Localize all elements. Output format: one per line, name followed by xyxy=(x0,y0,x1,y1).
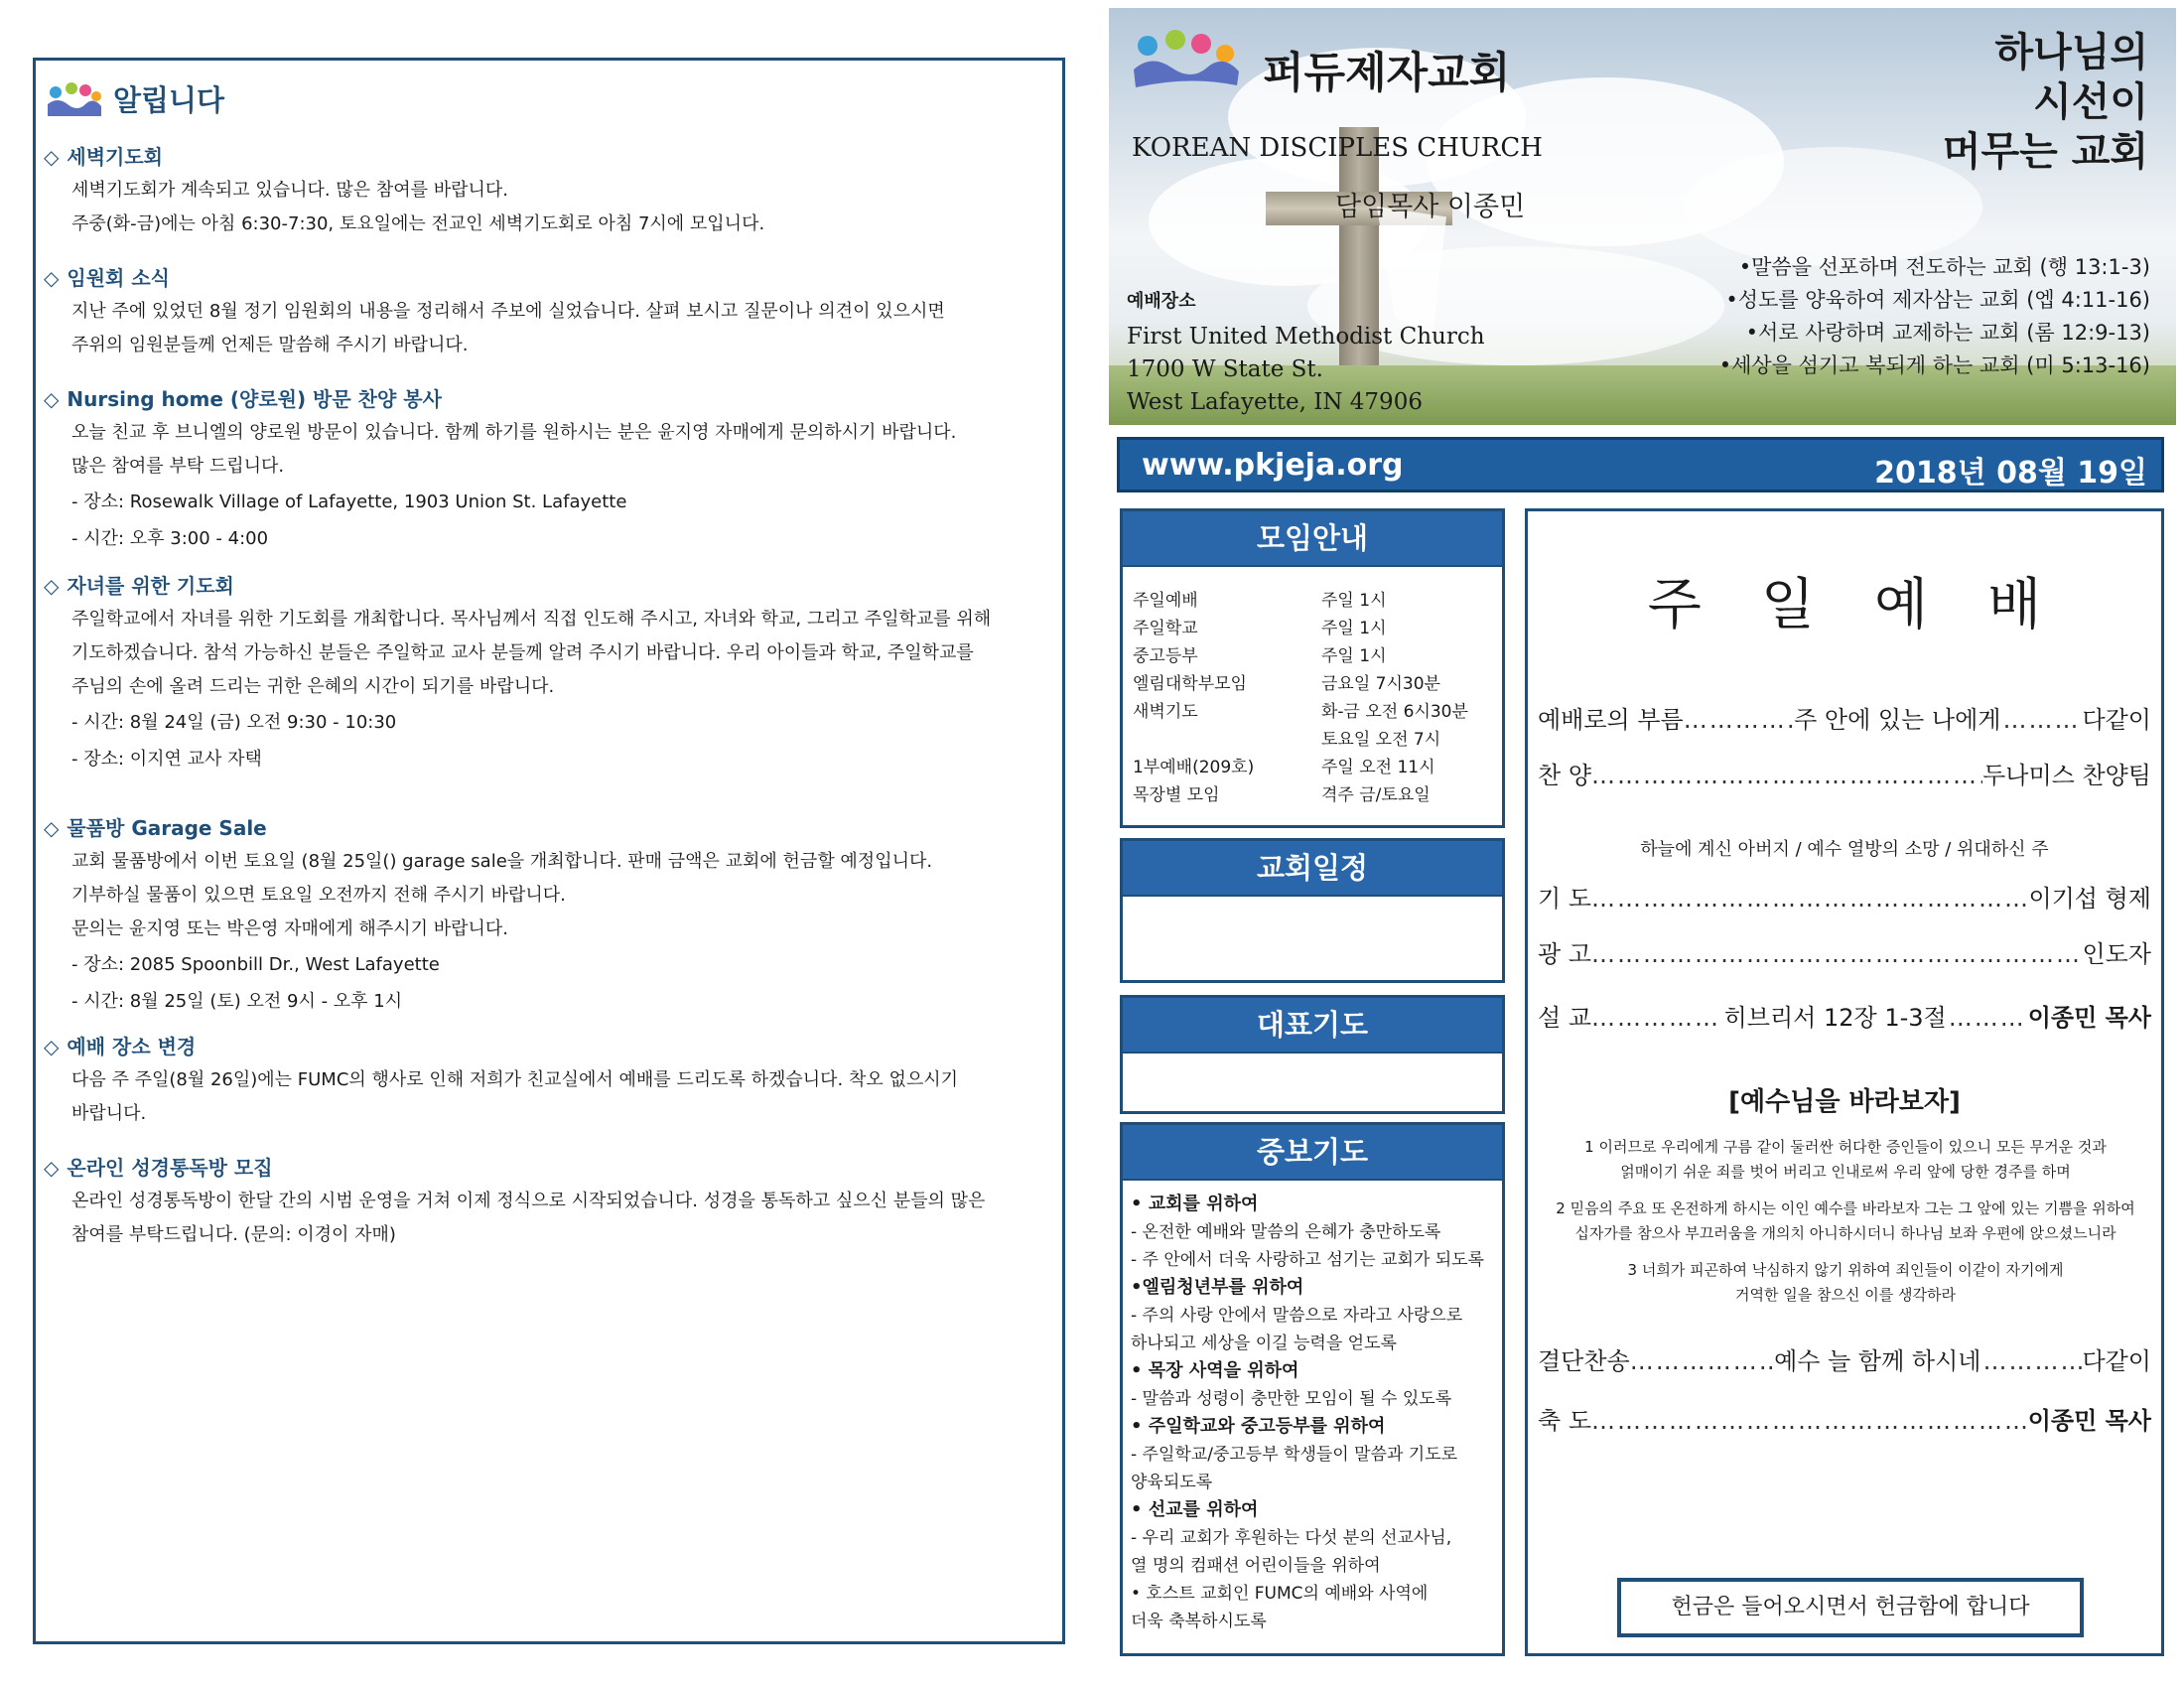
announcement-line: 오늘 친교 후 브니엘의 양로원 방문이 있습니다. 함께 하기를 원하시는 분은 윤지영 자매에게 문의하시기 바랍니다. xyxy=(71,422,957,443)
order-item: 축 도 xyxy=(1538,1407,1591,1435)
prayer-topic: • 주일학교와 중고등부를 위하여 xyxy=(1131,1416,1386,1437)
announcement-line: - 시간: 8월 24일 (금) 오전 9:30 - 10:30 xyxy=(71,712,397,733)
venue-line: First United Methodist Church xyxy=(1127,324,1485,350)
leader-dots xyxy=(1684,706,1792,734)
announcements-header xyxy=(46,78,224,119)
announcement-heading xyxy=(44,569,1056,603)
announcement-section xyxy=(44,382,1056,557)
announcement-heading-text: Nursing home (양로원) 방문 찬양 봉사 xyxy=(67,387,442,411)
diamond-icon: ◇ xyxy=(44,387,60,411)
order-leader: 이기섭 형제 xyxy=(2028,885,2151,913)
order-detail: 히브리서 12장 1-3절 xyxy=(1723,1004,1947,1032)
scripture-title: [예수님을 바라보자] xyxy=(1728,1087,1961,1117)
motto-line: 시선이 xyxy=(2033,79,2148,125)
announcements-title: 알립니다 xyxy=(113,83,225,117)
intercession-title: 중보기도 xyxy=(1123,1125,1502,1181)
leader-dots xyxy=(1591,762,1982,789)
meeting-time: 주일 1시 xyxy=(1321,646,1387,666)
prayer-topic: • 교회를 위하여 xyxy=(1131,1194,1259,1214)
announcement-line: - 시간: 8월 25일 (토) 오전 9시 - 오후 1시 xyxy=(71,991,403,1012)
diamond-icon: ◇ xyxy=(44,1035,60,1058)
announcement-line: 세벽기도회가 계속되고 있습니다. 많은 참여를 바랍니다. xyxy=(71,180,508,201)
diamond-icon: ◇ xyxy=(44,145,60,169)
church-motto xyxy=(1850,28,2148,177)
diamond-icon: ◇ xyxy=(44,1156,60,1180)
worship-title: 주일예배 xyxy=(1647,573,2102,637)
prayer-item: 더욱 축복하시도록 xyxy=(1131,1612,1267,1631)
announcement-line: - 장소: 이지연 교사 자택 xyxy=(71,749,262,770)
meeting-name: 1부예배(209호) xyxy=(1133,758,1255,777)
vision-line: •말씀을 선포하며 전도하는 교회 (행 13:1-3) xyxy=(1738,255,2150,279)
leader-dots xyxy=(1591,885,2028,913)
prayer-topic: • 목장 사역을 위하여 xyxy=(1131,1360,1299,1381)
leader-dots xyxy=(1591,1004,1722,1032)
meeting-time: 격주 금/토요일 xyxy=(1321,785,1431,805)
announcement-heading-text: 물품방 Garage Sale xyxy=(67,816,267,840)
meeting-name: 주일예배 xyxy=(1133,591,1198,611)
announcement-line: 기부하실 물품이 있으면 토요일 오전까지 전해 주시기 바랍니다. xyxy=(71,885,566,906)
meeting-time: 화-금 오전 6시30분 xyxy=(1321,702,1468,722)
announcement-heading xyxy=(44,811,1056,845)
worship-order-row xyxy=(1538,934,2151,969)
scripture-verse xyxy=(1538,1196,2153,1246)
announcement-heading-text: 임원회 소식 xyxy=(67,266,170,290)
meeting-time: 토요일 오전 7시 xyxy=(1321,730,1441,750)
prayer-item: • 호스트 교회인 FUMC의 예배와 사역에 xyxy=(1131,1584,1429,1604)
announcement-line: 온라인 성경통독방이 한달 간의 시범 운영을 거쳐 이제 정식으로 시작되었습니다. 성경을 통독하고 싶으신 분들의 많은 xyxy=(71,1191,986,1211)
meeting-row xyxy=(1133,781,1468,809)
meeting-time: 주일 1시 xyxy=(1321,591,1387,611)
announcement-line: 바랍니다. xyxy=(71,1103,147,1124)
meeting-row xyxy=(1133,642,1468,670)
announcement-heading xyxy=(44,140,1056,174)
verse-line: 2 믿음의 주요 또 온전하게 하시는 이인 예수를 바라보자 그는 그 앞에 있는 기쁨을 위하여 xyxy=(1556,1199,2135,1217)
announcement-heading-text: 자녀를 위한 기도회 xyxy=(67,574,234,598)
scripture-verse xyxy=(1538,1135,2153,1185)
announcement-section xyxy=(44,569,1056,777)
order-item: 찬 양 xyxy=(1538,762,1591,789)
order-item: 광 고 xyxy=(1538,940,1591,968)
motto-line: 하나님의 xyxy=(1994,30,2148,75)
order-item: 설 교 xyxy=(1538,1004,1591,1032)
worship-order-row xyxy=(1538,998,2151,1033)
announcement-line: 주일학교에서 자녀를 위한 기도회를 개최합니다. 목사님께서 직접 인도해 주시고, 자녀와 학교, 그리고 주일학교를 위해 xyxy=(71,609,992,630)
bulletin-date: 2018년 08월 19일 xyxy=(1874,456,2147,491)
order-leader: 두나미스 찬양팀 xyxy=(1982,762,2151,789)
announcement-heading-text: 온라인 성경통독방 모집 xyxy=(67,1156,273,1180)
announcement-line: 문의는 윤지영 또는 박은영 자매에게 해주시기 바랍니다. xyxy=(71,918,508,939)
worship-order-row xyxy=(1538,879,2151,914)
order-leader: 이종민 목사 xyxy=(2027,1407,2151,1435)
venue-label: 예배장소 xyxy=(1127,291,1196,312)
prayer-item: - 말씀과 성령이 충만한 모임이 될 수 있도록 xyxy=(1131,1389,1452,1409)
meeting-name xyxy=(1133,726,1321,754)
announcement-section xyxy=(44,811,1056,1020)
venue-line: West Lafayette, IN 47906 xyxy=(1127,389,1423,415)
prayer-item: - 주의 사랑 안에서 말씀으로 자라고 사랑으로 xyxy=(1131,1306,1463,1326)
leader-dots xyxy=(1591,1407,2028,1435)
meeting-time: 금요일 7시30분 xyxy=(1321,674,1440,694)
worship-order-row xyxy=(1538,1341,2151,1376)
meetings-title: 모임안내 xyxy=(1123,511,1502,567)
prayer-item: - 주 안에서 더욱 사랑하고 섬기는 교회가 되도록 xyxy=(1131,1250,1484,1270)
intercession-box xyxy=(1120,1122,1505,1656)
meeting-time: 주일 오전 11시 xyxy=(1321,758,1435,777)
prayer-item: 열 명의 컴패션 어린이들을 위하여 xyxy=(1131,1556,1381,1576)
church-logo-icon xyxy=(46,82,103,116)
prayer-item: - 온전한 예배와 말씀의 은혜가 충만하도록 xyxy=(1131,1222,1441,1242)
meeting-name: 중고등부 xyxy=(1133,646,1198,666)
schedule-title: 교회일정 xyxy=(1123,841,1502,897)
venue-line: 1700 W State St. xyxy=(1127,356,1323,382)
worship-order-row xyxy=(1538,756,2151,790)
church-logo-icon xyxy=(1130,30,1241,89)
verse-line: 3 너희가 피곤하여 낙심하지 않기 위하여 죄인들이 이같이 자기에게 xyxy=(1627,1261,2064,1279)
rep-prayer-title: 대표기도 xyxy=(1123,998,1502,1054)
order-item: 예배로의 부름 xyxy=(1538,706,1684,734)
diamond-icon: ◇ xyxy=(44,816,60,840)
prayer-topic: •엘림청년부를 위하여 xyxy=(1131,1277,1304,1298)
announcement-section xyxy=(44,1030,1056,1131)
senior-pastor: 담임목사 이종민 xyxy=(1335,192,1526,222)
meeting-time: 주일 1시 xyxy=(1321,619,1387,638)
meeting-row xyxy=(1133,726,1468,754)
church-name-english: KOREAN DISCIPLES CHURCH xyxy=(1132,133,1543,163)
prayer-topic: • 선교를 위하여 xyxy=(1131,1499,1259,1520)
announcement-line: - 시간: 오후 3:00 - 4:00 xyxy=(71,528,269,549)
announcement-heading xyxy=(44,1151,1056,1185)
leader-dots xyxy=(1949,1004,2028,1032)
worship-order-row xyxy=(1538,1401,2151,1436)
prayer-item: - 주일학교/중고등부 학생들이 말씀과 기도로 xyxy=(1131,1445,1458,1465)
order-leader: 인도자 xyxy=(2082,940,2151,968)
motto-line: 머무는 교회 xyxy=(1942,129,2148,175)
meeting-row xyxy=(1133,670,1468,698)
announcement-heading-text: 예배 장소 변경 xyxy=(67,1035,197,1058)
order-item: 기 도 xyxy=(1538,885,1591,913)
announcement-line: 참여를 부탁드립니다. (문의: 이경이 자매) xyxy=(71,1224,396,1245)
vision-line: •서로 사랑하며 교제하는 교회 (롬 12:9-13) xyxy=(1745,321,2150,345)
meeting-row xyxy=(1133,754,1468,781)
announcement-line: 주위의 임원분들께 언제든 말씀해 주시기 바랍니다. xyxy=(71,335,469,355)
vision-line: •세상을 섬기고 복되게 하는 교회 (미 5:13-16) xyxy=(1718,353,2150,377)
verse-line: 거역한 일을 참으신 이를 생각하라 xyxy=(1735,1286,1956,1304)
order-leader: 다같이 xyxy=(2082,1347,2151,1375)
diamond-icon: ◇ xyxy=(44,574,60,598)
prayer-item: - 우리 교회가 후원하는 다섯 분의 선교사님, xyxy=(1131,1528,1452,1548)
verse-line: 얽매이기 쉬운 죄를 벗어 버리고 인내로써 우리 앞에 당한 경주를 하며 xyxy=(1620,1163,2071,1181)
worship-order-row xyxy=(1538,700,2151,735)
announcement-line: 기도하겠습니다. 참석 가능하신 분들은 주일학교 교사 분들께 알려 주시기 바랍니다. 우리 아이들과 학교, 주일학교를 xyxy=(71,642,974,663)
worship-order-box xyxy=(1525,508,2164,1656)
announcement-line: 다음 주 주일(8월 26일)에는 FUMC의 행사로 인해 저희가 친교실에서 예배를 드리도록 하겠습니다. 착오 없으시기 xyxy=(71,1069,959,1090)
leader-dots xyxy=(1591,940,2082,968)
offering-notice: 헌금은 들어오시면서 헌금함에 합니다 xyxy=(1617,1578,2084,1637)
website-link[interactable]: www.pkjeja.org xyxy=(1142,448,1404,483)
announcement-line: 교회 물품방에서 이번 토요일 (8월 25일() garage sale을 개최합니다. 판매 금액은 교회에 헌금할 예정입니다. xyxy=(71,851,933,872)
announcement-heading xyxy=(44,261,1056,295)
order-item: 결단찬송 xyxy=(1538,1347,1630,1375)
meeting-name: 주일학교 xyxy=(1133,619,1198,638)
announcement-heading-text: 세벽기도회 xyxy=(67,145,163,169)
meeting-name: 새벽기도 xyxy=(1133,702,1198,722)
leader-dots xyxy=(1982,1347,2082,1375)
announcement-line: 주중(화-금)에는 아침 6:30-7:30, 토요일에는 전교인 세벽기도회로 아침 7시에 모입니다. xyxy=(71,213,765,234)
announcement-section xyxy=(44,140,1056,241)
url-date-bar xyxy=(1117,437,2164,492)
meetings-box xyxy=(1120,508,1505,828)
meeting-row xyxy=(1133,698,1468,726)
order-detail: 예수 늘 함께 하시네 xyxy=(1774,1347,1981,1375)
schedule-box xyxy=(1120,838,1505,983)
announcement-line: 지난 주에 있었던 8월 정기 임원회의 내용을 정리해서 주보에 실었습니다. 살펴 보시고 질문이나 의견이 있으시면 xyxy=(71,301,945,322)
order-detail: 주 안에 있는 나에게 xyxy=(1794,706,2001,734)
leader-dots xyxy=(2002,706,2082,734)
vision-line: •성도를 양육하여 제자삼는 교회 (엡 4:11-16) xyxy=(1725,288,2150,312)
order-leader: 이종민 목사 xyxy=(2027,1004,2151,1032)
announcement-heading xyxy=(44,382,1056,416)
prayer-item: 하나되고 세상을 이길 능력을 얻도록 xyxy=(1131,1334,1397,1353)
church-name: 퍼듀제자교회 xyxy=(1263,49,1511,98)
announcement-line: - 장소: 2085 Spoonbill Dr., West Lafayette xyxy=(71,954,440,975)
rep-prayer-box xyxy=(1120,995,1505,1114)
meeting-name: 엘림대학부모임 xyxy=(1133,674,1247,694)
verse-line: 1 이러므로 우리에게 구름 같이 둘러싼 허다한 증인들이 있으니 모든 무거운 것과 xyxy=(1584,1138,2107,1156)
verse-line: 십자가를 참으사 부끄러움을 개의치 아니하시더니 하나님 보좌 우편에 앉으셨느니라 xyxy=(1574,1224,2116,1242)
order-leader: 다같이 xyxy=(2082,706,2151,734)
announcement-section xyxy=(44,1151,1056,1252)
hymn-list: 하늘에 계신 아버지 / 예수 열방의 소망 / 위대하신 주 xyxy=(1640,839,2049,860)
announcement-line: 주님의 손에 올려 드리는 귀한 은혜의 시간이 되기를 바랍니다. xyxy=(71,676,555,697)
announcement-line: - 장소: Rosewalk Village of Lafayette, 1903 Union St. Lafayette xyxy=(71,492,627,512)
meeting-row xyxy=(1133,615,1468,642)
announcement-line: 많은 참여를 부탁 드립니다. xyxy=(71,456,285,477)
meeting-name: 목장별 모임 xyxy=(1133,785,1220,805)
meeting-row xyxy=(1133,587,1468,615)
announcements-panel xyxy=(33,58,1065,1644)
leader-dots xyxy=(1630,1347,1772,1375)
announcement-section xyxy=(44,261,1056,362)
scripture-verse xyxy=(1538,1258,2153,1308)
prayer-item: 양육되도록 xyxy=(1131,1473,1213,1492)
announcement-heading xyxy=(44,1030,1056,1063)
diamond-icon: ◇ xyxy=(44,266,60,290)
